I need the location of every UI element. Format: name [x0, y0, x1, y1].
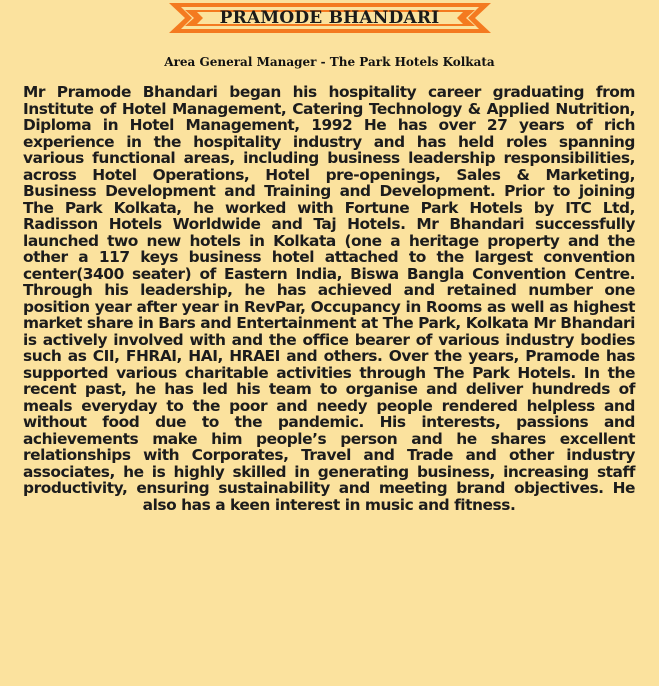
name-banner	[0, 3, 659, 33]
bio-paragraph: Mr Pramode Bhandari began his hospitality career graduating from Institute of Hotel Management, Catering Technology & Applied Nutrition, Diploma in Hotel Management, 1992 He has over 27 years of rich experience in the hospitality industry and has held roles spanning various functional areas, including business leadership responsibilities, across Hotel Operations, Hotel pre-openings, Sales & Marketing, Business Development and Training and Development. Prior to joining The Park Kolkata, he worked with Fortune Park Hotels by ITC Ltd, Radisson Hotels Worldwide and Taj Hotels. Mr Bhandari successfully launched two new hotels in Kolkata (one a heritage property and the other a 117 keys business hotel attached to the largest convention center(3400 seater) of Eastern India, Biswa Bangla Convention Centre. Through his leadership, he has achieved and retained number one position year after year in RevPar, Occupancy in Rooms as well as highest market share in Bars and Entertainment at The Park, Kolkata Mr Bhandari is actively involved with and the office bearer of various industry bodies such as CII, FHRAI, HAI, HRAEI and others. Over the years, Pramode has supported various charitable activities through The Park Hotels. In the recent past, he has led his team to organise and deliver hundreds of meals everyday to the poor and needy people rendered helpless and without food due to the pandemic. His interests, passions and achievements make him people’s person and he shares excellent relationships with Corporates, Travel and Trade and other industry associates, he is highly skilled in generating business, increasing staff productivity, ensuring sustainability and meeting brand objectives. He also has a keen interest in music and fitness.	[23, 83, 635, 514]
person-name: PRAMODE BHANDARI	[219, 8, 440, 28]
banner-shape	[169, 3, 491, 33]
designation: Area General Manager - The Park Hotels Kolkata	[164, 55, 495, 69]
